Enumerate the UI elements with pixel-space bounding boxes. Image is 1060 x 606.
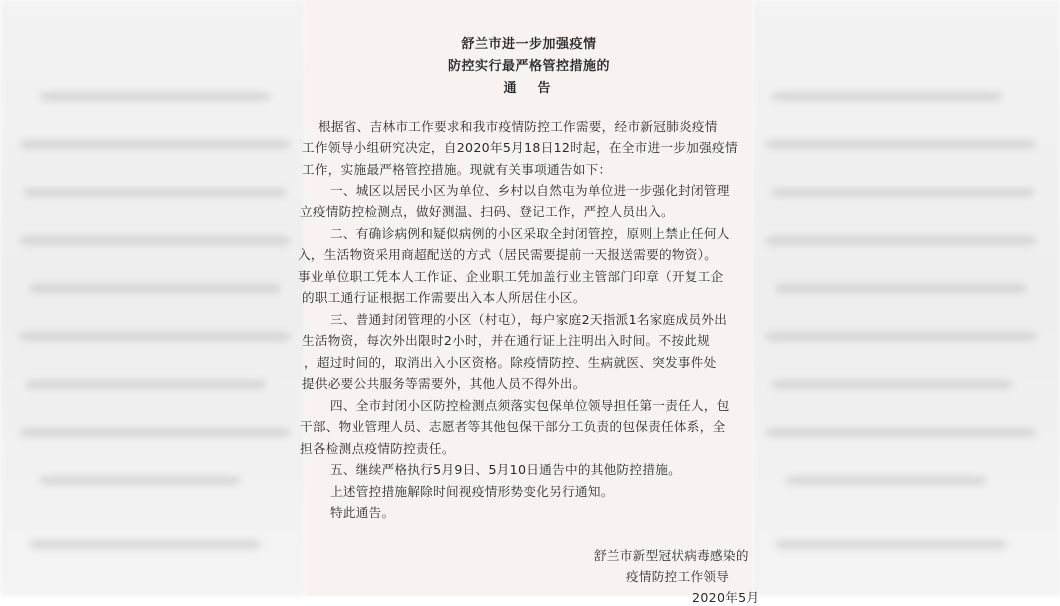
body-line: 上述管控措施解除时间视疫情形势变化另行通知。 [330, 484, 614, 499]
body-line: 工作领导小组研究决定，自2020年5月18日12时起，在全市进一步加强疫情 [302, 140, 738, 155]
body-line: 干部、物业管理人员、志愿者等其他包保干部分工负责的包保责任体系，全 [300, 419, 726, 434]
body-line: 二、有确诊病例和疑似病例的小区采取全封闭管控，原则上禁止任何人 [330, 226, 730, 241]
notice-title-line2: 防控实行最严格管控措施的 [447, 59, 610, 74]
body-line: 提供必要公共服务等需要外，其他人员不得外出。 [302, 376, 586, 391]
body-line: 四、全市封闭小区防控检测点须落实包保单位领导担任第一责任人，包 [330, 398, 730, 413]
body-line: 立疫情防控检测点，做好测温、扫码、登记工作，严控人员出入。 [300, 204, 674, 219]
signature-date: 2020年5月 [692, 590, 760, 605]
notice-title-line3: 通 告 [503, 81, 555, 96]
body-line: 一、城区以居民小区为单位、乡村以自然屯为单位进一步强化封闭管理 [330, 183, 730, 198]
notice-title-line1: 舒兰市进一步加强疫情 [461, 37, 597, 52]
body-line: 三、普通封闭管理的小区（村屯），每户家庭2天指派1名家庭成员外出 [330, 312, 728, 327]
body-line: 的职工通行证根据工作需要出入本人所居住小区。 [302, 290, 586, 305]
signature-line2: 疫情防控工作领导 [626, 569, 730, 584]
body-line: 特此通告。 [330, 505, 395, 520]
body-line: 生活物资，每次外出限时2小时，并在通行证上注明出入时间。不按此规 [302, 333, 711, 348]
body-line: 五、继续严格执行5月9日、5月10日通告中的其他防控措施。 [330, 462, 682, 477]
body-line: 担各检测点疫情防控责任。 [300, 441, 455, 456]
left-blurred-background [0, 0, 306, 596]
notice-document [298, 0, 760, 605]
signature-line1: 舒兰市新型冠状病毒感染的 [594, 548, 749, 563]
right-blurred-background [752, 0, 1060, 596]
body-line: 根据省、吉林市工作要求和我市疫情防控工作需要，经市新冠肺炎疫情 [318, 119, 718, 134]
body-line: 入，生活物资采用商超配送的方式（居民需要提前一天报送需要的物资）。 [298, 247, 718, 262]
body-line: ，超过时间的，取消出入小区资格。除疫情防控、生病就医、突发事件处 [304, 355, 717, 370]
body-line: 事业单位职工凭本人工作证、企业职工凭加盖行业主管部门印章（开复工企 [298, 269, 724, 284]
body-line: 工作，实施最严格管控措施。现就有关事项通告如下： [302, 162, 612, 177]
